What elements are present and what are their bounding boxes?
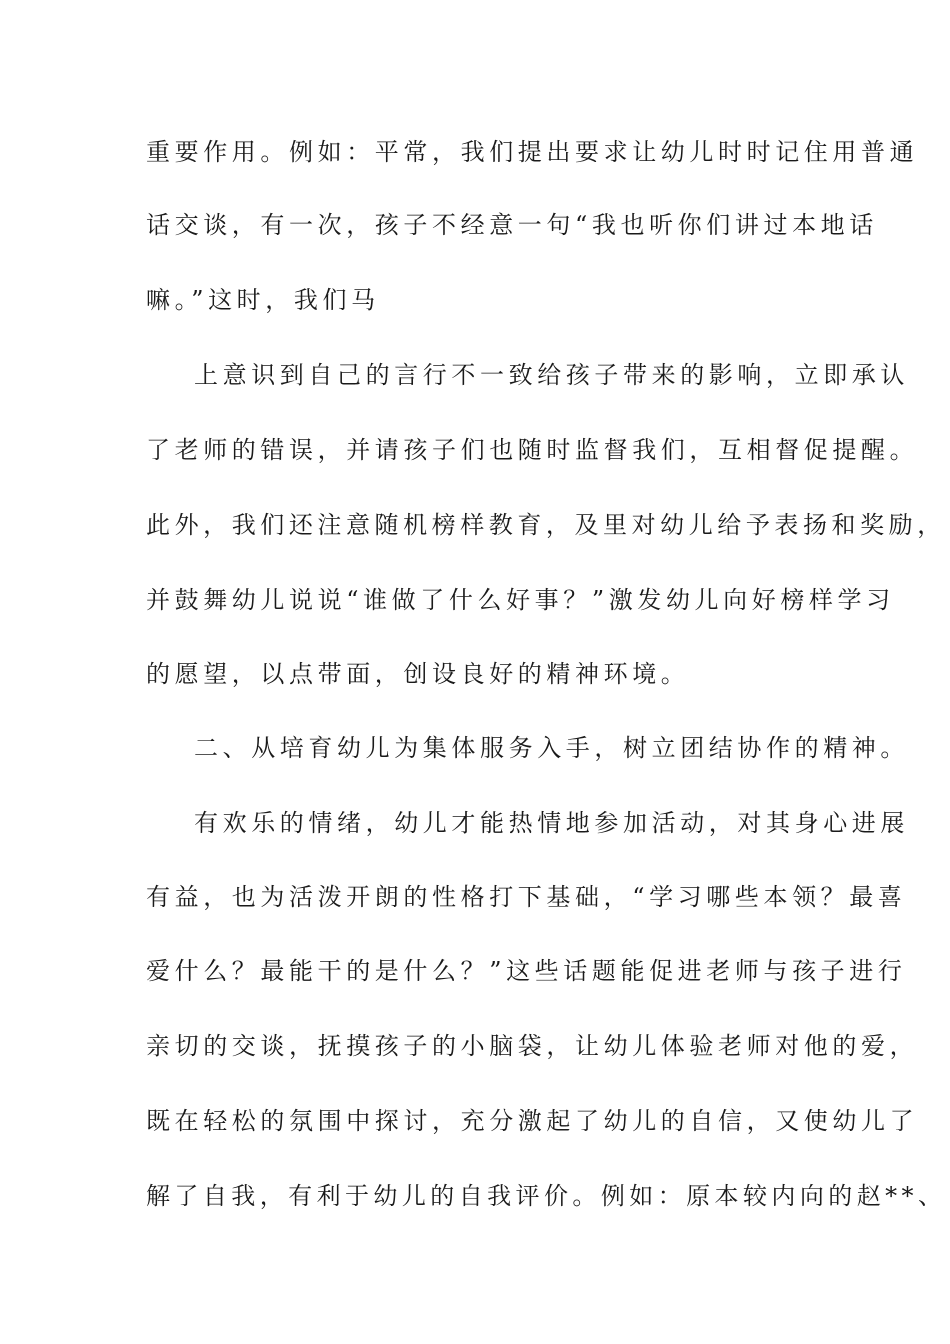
section-heading: 二、从培育幼儿为集体服务入手，树立团结协作的精神。 [194,734,909,762]
text-line-6: 此外，我们还注意随机榜样教育，及里对幼儿给予表扬和奖励， [146,511,946,539]
text-line-5: 了老师的错误，并请孩子们也随时监督我们，互相督促提醒。 [146,436,919,464]
text-line-8: 的愿望，以点带面，创设良好的精神环境。 [146,660,690,688]
text-line-1: 重要作用。例如：平常，我们提出要求让幼儿时时记住用普通 [146,138,919,166]
text-line-13: 亲切的交谈，抚摸孩子的小脑袋，让幼儿体验老师对他的爱， [146,1032,919,1060]
text-line-4: 上意识到自己的言行不一致给孩子带来的影响，立即承认 [194,361,909,389]
text-line-12: 爱什么？最能干的是什么？”这些话题能促进老师与孩子进行 [146,957,907,985]
text-line-11: 有益，也为活泼开朗的性格打下基础，“学习哪些本领？最喜 [146,883,907,911]
text-line-7: 并鼓舞幼儿说说“谁做了什么好事？”激发幼儿向好榜样学习 [146,586,895,614]
text-line-14: 既在轻松的氛围中探讨，充分激起了幼儿的自信，又使幼儿了 [146,1107,919,1135]
text-line-15: 解了自我，有利于幼儿的自我评价。例如：原本较内向的赵**、 [146,1182,947,1210]
text-line-2: 话交谈，有一次，孩子不经意一句“我也听你们讲过本地话 [146,211,878,239]
text-line-10: 有欢乐的情绪，幼儿才能热情地参加活动，对其身心进展 [194,809,909,837]
text-line-3: 嘛。”这时，我们马 [146,286,380,314]
